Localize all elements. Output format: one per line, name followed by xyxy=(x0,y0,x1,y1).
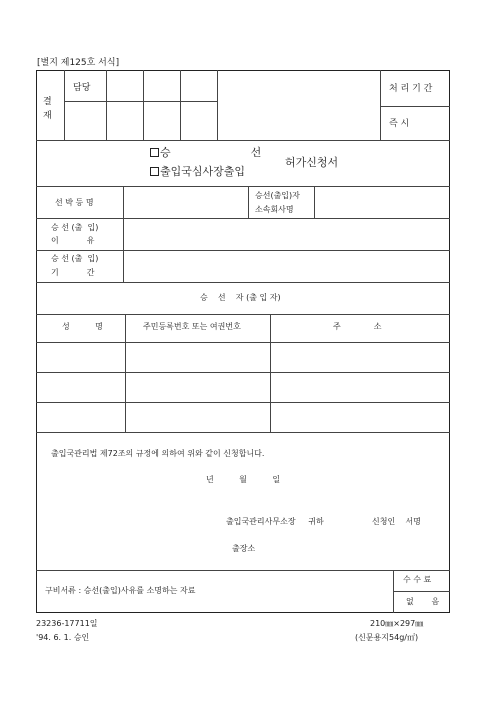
applicant-signature: 신청인 서명 xyxy=(372,517,421,526)
company-label-line2: 소속회사명 xyxy=(255,205,294,214)
application-date: 년 월 일 xyxy=(206,475,281,484)
persons-section-title: 승 선 자 (출 입 자) xyxy=(200,293,281,302)
form-number: [별지 제125호 서식] xyxy=(37,58,120,68)
ship-name-label: 선 박 등 명 xyxy=(55,198,94,207)
period-label-line1: 승 선 (출 입) xyxy=(51,254,99,263)
checkbox-entry[interactable] xyxy=(150,167,159,176)
approval-date: '94. 6. 1. 승인 xyxy=(36,633,90,642)
fee-value: 없 음 xyxy=(406,597,440,606)
approval-col-in-charge: 담당 xyxy=(73,83,91,93)
processing-period-value: 즉 시 xyxy=(389,119,410,129)
declaration-statement: 출입국관리법 제72조의 규정에 의하여 위와 같이 신청합니다. xyxy=(51,449,265,458)
col-address: 주 소 xyxy=(333,322,382,331)
fee-label: 수 수 료 xyxy=(403,575,432,584)
branch-office: 출장소 xyxy=(232,544,256,553)
processing-period-label: 처 리 기 간 xyxy=(389,84,433,94)
checkbox-boarding[interactable] xyxy=(150,148,159,157)
required-documents: 구비서류 : 승선(출입)사유를 소명하는 자료 xyxy=(45,586,196,595)
addressee: 출입국관리사무소장 귀하 xyxy=(226,517,324,526)
reason-label-line1: 승 선 (출 입) xyxy=(51,223,99,232)
title-option-boarding: 승 선 xyxy=(150,147,261,158)
approval-label: 결 재 xyxy=(43,97,52,121)
form-code: 23236-17711일 xyxy=(36,619,98,628)
paper-size: 210㎜×297㎜ xyxy=(370,619,424,628)
period-label-line2: 기 간 xyxy=(51,268,95,277)
title-suffix: 허가신청서 xyxy=(285,156,339,169)
reason-label-line2: 이 유 xyxy=(51,236,95,245)
company-label-line1: 승선(출입)자 xyxy=(255,191,300,200)
paper-type: (신문용지54g/㎡) xyxy=(355,633,419,642)
col-id-number: 주민등록번호 또는 여권번호 xyxy=(143,322,241,331)
col-name: 성 명 xyxy=(62,322,103,331)
title-option-entry: 출입국심사장출입 xyxy=(150,166,245,177)
